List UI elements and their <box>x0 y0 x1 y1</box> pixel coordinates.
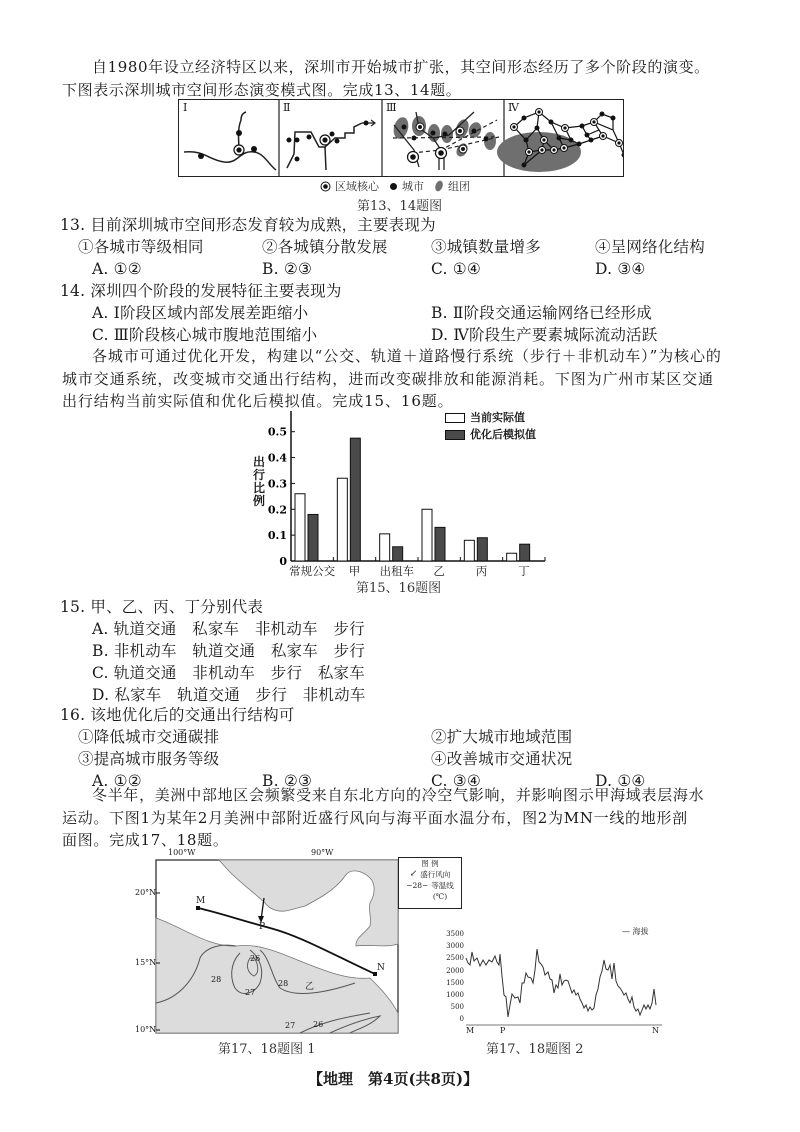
legend-isotherm <box>399 880 461 891</box>
bar-current <box>507 553 517 561</box>
bar-current <box>337 478 347 561</box>
q15-option-a[interactable]: A. 轨道交通 私家车 非机动车 步行 <box>92 620 365 638</box>
legend-unit: (℃) <box>432 892 448 901</box>
q14-option-b[interactable]: B. Ⅱ阶段交通运输网络已经形成 <box>431 304 652 322</box>
ytick: 500 <box>450 1003 464 1012</box>
terrain-profile-chart <box>430 925 670 1035</box>
figure-13-14-legend <box>320 178 470 194</box>
bar-optimized <box>520 544 530 561</box>
intro-13-14 <box>62 56 752 101</box>
region-core-icon <box>320 181 331 192</box>
intro-13-14-line1: 自1980年设立经济特区以来，深圳市开始城市扩张，其空间形态经历了多个阶段的演变。 <box>92 58 710 76</box>
ytick: 1500 <box>446 978 464 987</box>
isotherm-28-a: 28 <box>211 975 222 984</box>
y-label-char: 例 <box>253 494 266 508</box>
legend-city-label: 城市 <box>402 180 424 193</box>
ytick: 3000 <box>446 942 464 951</box>
chart-legend <box>445 409 536 443</box>
q16-statement-1: ①降低城市交通碳排 <box>78 728 220 746</box>
isotherm-sample: −28− <box>406 881 429 890</box>
q13-statement-2: ②各城镇分散发展 <box>262 238 388 256</box>
intro-17-18-line1: 冬半年，美洲中部地区会频繁受来自东北方向的冷空气影响，并影响图示甲海域表层海水 <box>92 786 705 804</box>
panel-label-4: Ⅳ <box>508 101 519 114</box>
isotherm-26-b: 26 <box>313 1020 324 1029</box>
ytick: 0 <box>459 1015 464 1024</box>
intro-15-16-line2: 城市交通系统，改变城市交通出行结构，进而改变碳排放和能源消耗。下图为广州市某区交通 <box>62 369 714 388</box>
q13-option-a[interactable]: A. ①② <box>92 260 142 278</box>
bar-chart-15-16 <box>250 403 550 596</box>
lat-label-15n: 15°N <box>135 958 157 967</box>
y-label-char: 比 <box>253 481 266 495</box>
q16-option-b[interactable]: B. ②③ <box>262 772 313 790</box>
x-category-label: 丁 <box>518 564 530 578</box>
panel-label-3: Ⅲ <box>386 101 397 114</box>
profile-x-p: P <box>500 1026 506 1035</box>
lon-label-100w: 100°W <box>168 848 196 857</box>
y-label-char: 行 <box>253 468 266 482</box>
bar-optimized <box>308 514 318 561</box>
x-category-label: 常规公交 <box>289 564 336 578</box>
q15-option-b[interactable]: B. 非机动车 轨道交通 私家车 步行 <box>92 642 366 660</box>
bar-optimized <box>393 547 403 561</box>
q15-option-d[interactable]: D. 私家车 轨道交通 步行 非机动车 <box>92 686 366 704</box>
isotherm-26-a: 26 <box>250 954 261 963</box>
bar-optimized <box>477 538 487 561</box>
q13-statement-1: ①各城市等级相同 <box>78 238 204 256</box>
legend-core-label: 区域核心 <box>335 180 379 193</box>
ytick: 1000 <box>446 991 464 1000</box>
y-label-char: 出 <box>253 455 266 469</box>
q14-stem: 14. 深圳四个阶段的发展特征主要表现为 <box>60 282 342 300</box>
q16-statement-2: ②扩大城市地域范围 <box>431 728 573 746</box>
page-footer: 【地理 第4页(共8页)】 <box>308 1070 479 1088</box>
map-legend <box>398 857 462 909</box>
map-figure-1 <box>130 848 405 1038</box>
x-category-label: 丙 <box>475 564 488 578</box>
lat-label-10n: 10°N <box>135 1025 157 1034</box>
q16-statement-3: ③提高城市服务等级 <box>78 750 220 768</box>
intro-13-14-line2: 下图表示深圳城市空间形态演变模式图。完成13、14题。 <box>62 80 462 99</box>
intro-17-18-line2: 运动。下图1为某年2月美洲中部附近盛行风向与海平面水温分布，图2为MN一线的地形剖 <box>62 808 688 827</box>
profile-fig2-caption: 第17、18题图 2 <box>486 1042 584 1057</box>
point-m: M <box>196 896 206 906</box>
profile-x-n: N <box>652 1026 659 1035</box>
panel-label-2: Ⅱ <box>283 101 291 114</box>
legend-swatch-dark <box>445 430 465 440</box>
city-dot-icon <box>389 182 398 191</box>
map-legend-title: 图 例 <box>421 859 439 868</box>
legend-item-current <box>445 409 536 426</box>
legend-isotherm-label: 等温线 <box>431 881 454 890</box>
sea-temperature-map <box>130 848 405 1038</box>
bar-current <box>464 540 474 561</box>
y-tick-label: 0.4 <box>267 451 287 465</box>
y-tick-label: 0.1 <box>267 529 287 543</box>
cluster-ellipse-icon <box>434 180 444 192</box>
q16-option-d[interactable]: D. ①④ <box>595 772 646 790</box>
bar-current <box>380 534 390 561</box>
q14-option-d[interactable]: D. Ⅳ阶段生产要素城际流动活跃 <box>431 326 658 344</box>
intro-17-18-line3: 面图。完成17、18题。 <box>62 831 229 849</box>
q14-option-c[interactable]: C. Ⅲ阶段核心城市腹地范围缩小 <box>92 326 318 344</box>
legend-wind <box>399 869 461 880</box>
x-category-label: 出租车 <box>379 564 415 578</box>
isotherm-27-b: 27 <box>285 1021 296 1030</box>
q14-option-a[interactable]: A. Ⅰ阶段区域内部发展差距缩小 <box>92 304 309 322</box>
lon-label-90w: 90°W <box>311 848 334 857</box>
q16-stem: 16. 该地优化后的交通出行结构可 <box>60 706 295 724</box>
profile-figure-2 <box>430 925 670 1035</box>
q13-stem: 13. 目前深圳城市空间形态发育较为成熟，主要表现为 <box>60 216 436 234</box>
intro-17-18 <box>62 784 752 852</box>
legend-cluster-label: 组团 <box>448 180 470 193</box>
chart-caption: 第15、16题图 <box>356 581 442 596</box>
x-category-label: 乙 <box>433 564 445 578</box>
q16-option-a[interactable]: A. ①② <box>92 772 142 790</box>
map-fig1-caption: 第17、18题图 1 <box>218 1042 316 1057</box>
profile-legend: — 海拔 <box>622 927 649 936</box>
point-p: P <box>259 922 266 932</box>
panel-label-1: Ⅰ <box>183 101 188 114</box>
lat-label-20n: 20°N <box>135 888 157 897</box>
ytick: 3500 <box>446 930 464 938</box>
bar-optimized <box>350 438 360 561</box>
q13-option-c[interactable]: C. ①④ <box>431 260 481 278</box>
figure-13-14 <box>178 99 624 177</box>
q16-option-c[interactable]: C. ③④ <box>431 772 481 790</box>
wind-arrow-icon: ↙ <box>409 869 418 879</box>
q13-statement-4: ④呈网络化结构 <box>595 238 705 256</box>
bar-current <box>422 509 432 561</box>
legend-current-label: 当前实际值 <box>470 411 525 424</box>
point-n: N <box>377 963 385 973</box>
y-tick-label: 0 <box>279 555 287 568</box>
x-category-label: 甲 <box>348 564 361 578</box>
q13-option-b[interactable]: B. ②③ <box>262 260 313 278</box>
isotherm-27-a: 27 <box>245 988 256 997</box>
ytick: 2500 <box>446 954 464 963</box>
q15-option-c[interactable]: C. 轨道交通 非机动车 步行 私家车 <box>92 664 365 682</box>
y-tick-label: 0.5 <box>267 425 287 439</box>
q13-option-d[interactable]: D. ③④ <box>595 260 646 278</box>
spatial-evolution-diagram <box>179 100 623 176</box>
y-axis-label <box>253 456 267 508</box>
q15-stem: 15. 甲、乙、丙、丁分别代表 <box>60 598 264 616</box>
bar-optimized <box>435 527 445 561</box>
intro-15-16-line1: 各城市可通过优化开发，构建以“公交、轨道＋道路慢行系统（步行＋非机动车）”为核心的 <box>92 347 722 365</box>
legend-swatch-white <box>445 413 465 423</box>
isotherm-28-b: 28 <box>278 979 289 988</box>
q16-statement-4: ④改善城市交通状况 <box>431 750 573 768</box>
region-yi-label: 乙 <box>305 982 315 992</box>
ytick: 2000 <box>446 966 464 975</box>
y-tick-label: 0.3 <box>267 477 287 491</box>
y-tick-label: 0.2 <box>267 503 287 517</box>
legend-wind-label: 盛行风向 <box>420 870 451 879</box>
profile-y-ticks <box>438 928 464 1026</box>
bar-current <box>295 494 305 561</box>
q13-statement-3: ③城镇数量增多 <box>431 238 541 256</box>
legend-item-optimized <box>445 426 536 443</box>
profile-x-m: M <box>466 1026 475 1035</box>
legend-optimized-label: 优化后模拟值 <box>470 428 536 441</box>
intro-15-16-line3: 出行结构当前实际值和优化后模拟值。完成15、16题。 <box>62 392 454 410</box>
figure-13-14-caption: 第13、14题图 <box>357 199 443 214</box>
